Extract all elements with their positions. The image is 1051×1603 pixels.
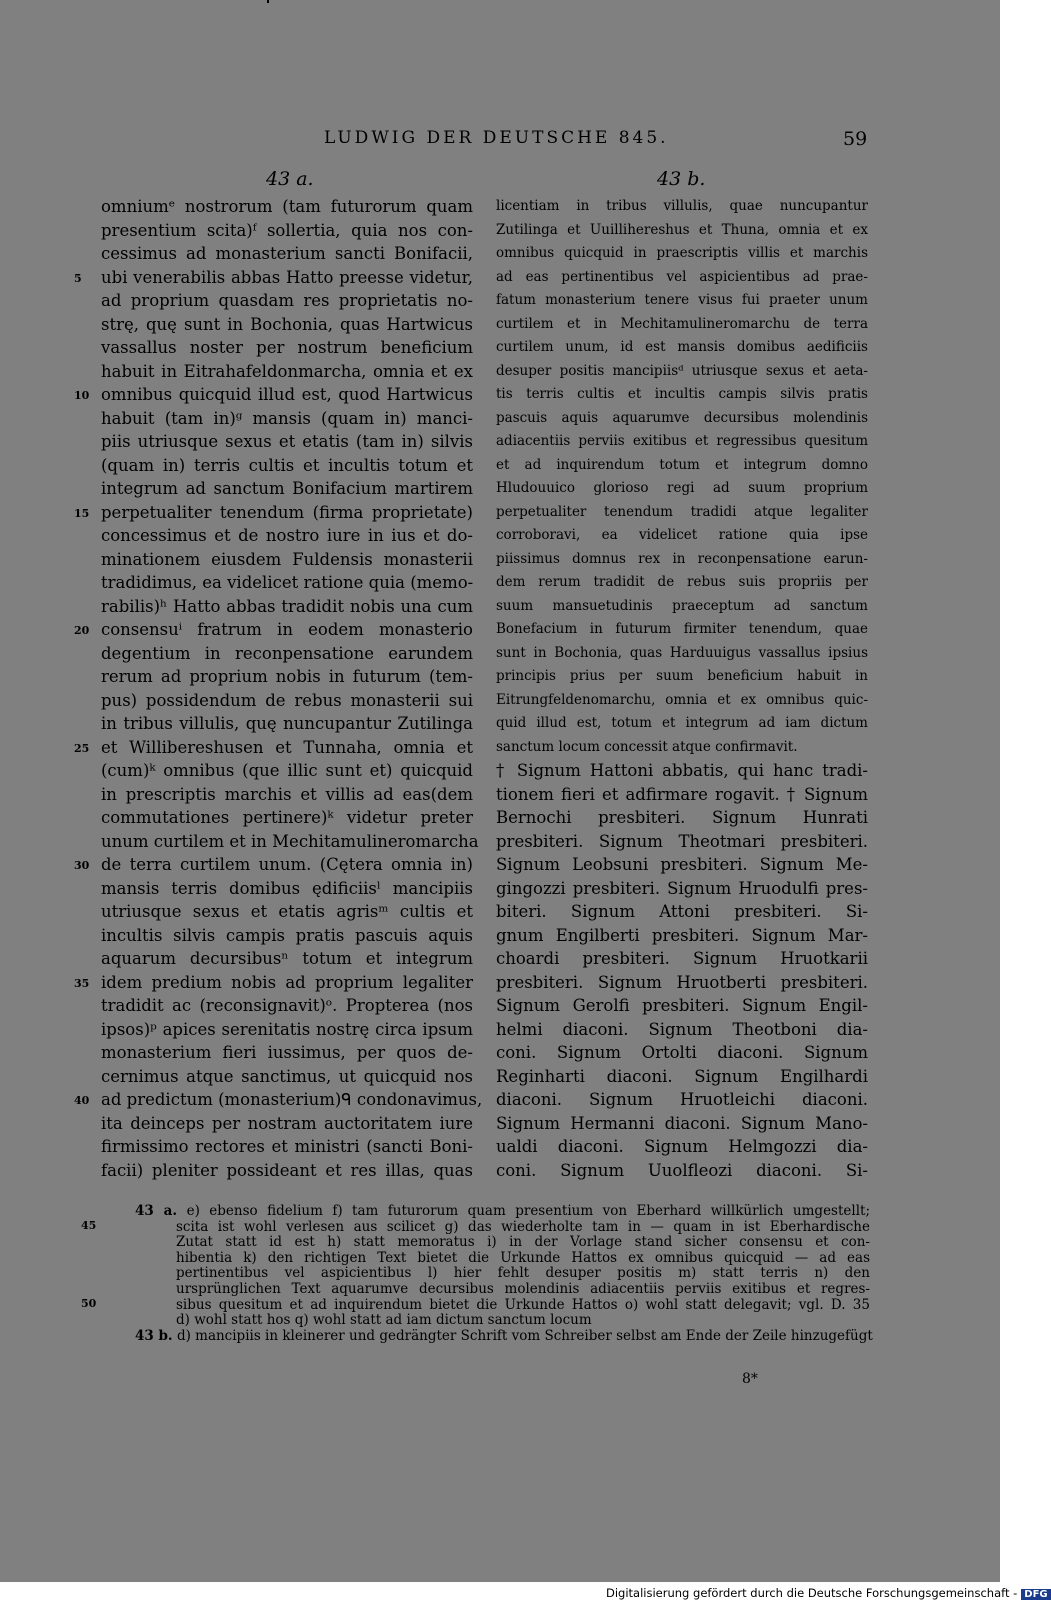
column-b-line: gingozzi presbiteri. Signum Hruodulfi pres- [496,878,868,898]
line-number: 5 [74,271,82,285]
column-a-line: pus) possidendum de rebus monasterii sui [101,690,473,710]
column-a-line: in tribus villulis, quę nuncupantur Zutilinga [101,714,473,733]
column-b-line: gnum Engilberti presbiteri. Signum Mar- [496,925,868,945]
footnote-label-43b: 43 b. [135,1327,173,1344]
column-b-line: Bonefacium in futurum firmiter tenendum, quae [496,621,868,637]
column-a-line: perpetualiter tenendum (firma proprietate) [101,502,473,522]
footnotes [135,1203,873,1344]
column-a-line: facii) pleniter possideant et res illas, quas [101,1160,473,1180]
footnote-margin-number: 45 [81,1219,97,1232]
column-a-line: ad proprium quasdam res proprietatis no- [101,291,473,310]
column-a-line: consensuⁱ fratrum in eodem monasterio [101,620,473,639]
column-b-line: fatum monasterium tenere visus fui praeter unum [496,292,868,308]
footnote-43b [135,1327,873,1345]
dfg-logo: DFG [1021,1589,1050,1600]
running-title: LUDWIG DER DEUTSCHE 845. [324,128,669,148]
column-a-line: monasterium fieri iussimus, per quos de- [101,1043,473,1062]
column-a-line: ita deinceps per nostram auctoritatem iure [101,1113,473,1133]
column-a-line: et Willibereshusen et Tunnaha, omnia et [101,737,473,757]
footnote-line: Zutat statt id est h) statt memoratus i) in der Vorlage stand sicher consensu et con- [176,1234,870,1251]
footnote-margin-number: 50 [81,1297,97,1310]
column-b-line: perpetualiter tenendum tradidi atque legaliter [496,503,868,520]
column-b-line: desuper positis mancipiisᵈ utriusque sexus et aeta- [496,362,868,379]
column-a-line: ipsos)ᵖ apices serenitatis nostrę circa ipsum [101,1019,473,1039]
column-b-line: † Signum Hattoni abbatis, qui hanc tradi- [496,761,868,780]
column-b-line: Signum Hermanni diaconi. Signum Mano- [496,1113,868,1133]
footnote-line: ursprünglichen Text aquarumve decursibus molendinis adiacentiis perviis exitibus et regres- [176,1280,870,1297]
scan-mark [267,0,269,3]
column-a-text [101,195,483,1182]
column-b-line: coni. Signum Ortolti diaconi. Signum [496,1043,868,1062]
column-a-line: (quam in) terris cultis et incultis totum et [101,455,473,475]
column-b-line: et ad inquirendum totum et integrum domno [496,456,868,473]
column-b-line: presbiteri. Signum Theotmari presbiteri. [496,831,868,851]
column-b-line: curtilem unum, id est mansis domibus aedificiis [496,339,868,355]
column-b-line: tis terris cultis et incultis campis silvis pratis [496,386,868,402]
column-b-line: coni. Signum Uuolfleozi diaconi. Si- [496,1160,868,1180]
column-a-line: ubi venerabilis abbas Hatto preesse videtur, [101,267,473,287]
column-a-line: (cum)ᵏ omnibus (que illic sunt et) quicquid [101,761,473,780]
footnote-line: hibentia k) den richtigen Text bietet die Urkunde Hattos ex omnibus quicquid — ad eas [176,1249,870,1266]
page-number: 59 [843,128,868,150]
column-a-line: in prescriptis marchis et villis ad eas(dem [101,784,473,804]
column-b-line: presbiteri. Signum Hruotberti presbiteri. [496,972,868,992]
column-b-line: Hludouuico glorioso regi ad suum proprium [496,480,868,496]
column-b-line: adiacentiis perviis exitibus et regressibus quesitum [496,433,868,449]
line-number: 10 [74,389,90,402]
column-a-line: cernimus atque sanctimus, ut quicquid nos [101,1066,473,1086]
column-a-line: habuit in Eitrahafeldonmarcha, omnia et ex [101,361,473,381]
column-b-line: sunt in Bochonia, quas Harduuigus vassallus ipsius [496,644,868,661]
line-number: 20 [74,624,90,637]
column-b-line: piissimus domnus rex in reconpensatione earun- [496,550,868,567]
column-a-heading: 43 a. [266,168,314,190]
column-a-line: incultis silvis campis pratis pascuis aquis [101,925,473,945]
column-b-line: ualdi diaconi. Signum Helmgozzi dia- [496,1137,868,1156]
column-a-line: tradidimus, ea videlicet ratione quia (memo- [101,573,474,592]
column-a-line: tradidit ac (reconsignavit)ᵒ. Propterea (nos [101,996,473,1015]
column-b-line: helmi diaconi. Signum Theotboni dia- [496,1019,868,1039]
footnote-line: sibus quesitum et ad inquirendum bietet die Urkunde Hattos o) wohl statt delegavit; vgl. D. 35 [176,1296,870,1313]
column-b-heading: 43 b. [657,168,706,190]
column-a-line: minationem eiusdem Fuldensis monasterii [101,549,473,569]
line-number: 30 [74,859,90,872]
column-b-line: licentiam in tribus villulis, quae nuncupantur [496,198,868,214]
column-a-line: rerum ad proprium nobis in futurum (tem- [101,667,473,686]
column-b-line: corroboravi, ea videlicet ratione quia ipse [496,527,868,543]
column-a-line: de terra curtilem unum. (Cętera omnia in) [101,855,473,874]
column-b-line: sanctum locum concessit atque confirmavit. [496,738,798,755]
column-a-line: integrum ad sanctum Bonifacium martirem [101,479,473,498]
column-a-line: habuit (tam in)ᵍ mansis (quam in) manci- [101,408,473,428]
footer-text: Digitalisierung gefördert durch die Deutsche Forschungsgemeinschaft - [606,1586,1018,1600]
column-b-line: quid illud est, totum et integrum ad iam dictum [496,715,868,731]
footnote-line: scita ist wohl verlesen aus scilicet g) das wiederholte tam in — quam in ist Eberhardische [176,1218,870,1235]
column-a-line: mansis terris domibus ędificiisˡ mancipiis [101,878,473,898]
column-b-line: principis prius per suum beneficium habuit in [496,668,868,684]
column-b-line: suum mansuetudinis praeceptum ad sanctum [496,597,868,614]
column-a-line: utriusque sexus et etatis agrisᵐ cultis et [101,902,473,921]
footnote-line: pertinentibus vel aspicientibus l) hier fehlt desuper positis m) statt terris n) den [176,1265,870,1282]
column-a-line: idem predium nobis ad proprium legaliter [101,972,473,992]
footnote-line [135,1204,870,1220]
column-a-line: strę, quę sunt in Bochonia, quas Hartwicus [101,314,473,334]
column-b-line: omnibus quicquid in praescriptis villis et marchis [496,245,868,261]
column-b-line: diaconi. Signum Hruotleichi diaconi. [496,1090,868,1109]
column-a-line: omniumᵉ nostrorum (tam futurorum quam [101,197,473,216]
column-a-line: piis utriusque sexus et etatis (tam in) silvis [101,432,473,451]
column-b-line: curtilem et in Mechitamulineromarchu de terra [496,315,868,332]
footnotes-43a [135,1204,870,1329]
column-a-line: aquarum decursibusⁿ totum et integrum [101,949,473,968]
line-number: 40 [74,1094,90,1107]
footnote-text: e) ebenso fidelium f) tam futurorum quam presentium von Eberhard willkürlich umgestellt; [186,1203,871,1219]
column-b-line: Signum Gerolfi presbiteri. Signum Engil- [496,996,868,1015]
column-b-line: Zutilinga et Uuillihereshus et Thuna, omnia et ex [496,221,868,238]
column-a-line: ad predictum (monasterium)ᑫ condonavimus, [101,1090,483,1109]
line-number: 15 [74,506,90,520]
column-a-line: cessimus ad monasterium sancti Bonifacii, [101,244,473,263]
column-a-line: concessimus et de nostro iure in ius et do- [101,526,473,545]
line-number: 35 [74,976,90,990]
column-a-line: unum curtilem et in Mechitamulineromarcha [101,831,479,851]
column-b-line: Reginharti diaconi. Signum Engilhardi [496,1066,868,1086]
footnote-label-43a: 43 a. [135,1203,178,1219]
column-b-line: biteri. Signum Attoni presbiteri. Si- [496,902,868,921]
column-a-line: rabilis)ʰ Hatto abbas tradidit nobis una cum [101,596,473,616]
column-b-line: Bernochi presbiteri. Signum Hunrati [496,808,868,827]
column-a-line: presentium scita)ᶠ sollertia, quia nos con- [101,220,473,240]
column-b-line: ad eas pertinentibus vel aspicientibus ad prae- [496,268,868,285]
signature-mark: 8* [742,1371,758,1387]
column-b-line: Signum Leobsuni presbiteri. Signum Me- [496,855,868,874]
column-a-line: omnibus quicquid illud est, quod Hartwicus [101,385,473,404]
column-b-text [496,195,868,1182]
column-a-line: commutationes pertinere)ᵏ videtur preter [101,808,473,827]
column-b-line: pascuis aquis aquarumve decursibus molendinis [496,409,868,426]
column-a-line: degentium in reconpensatione earundem [101,643,473,663]
column-b-line: tionem fieri et adfirmare rogavit. † Signum [496,784,868,804]
footnote-line: d) wohl statt hos q) wohl statt ad iam dictum sanctum locum [176,1312,592,1329]
column-a-line: firmissimo rectores et ministri (sancti Boni- [101,1137,473,1156]
footnote-text-43b: d) mancipiis in kleinerer und gedrängter Schrift vom Schreiber selbst am Ende der Zeile hinzugefügt [176,1327,873,1344]
column-b-line: Eitrungfeldenomarchu, omnia et ex omnibus quic- [496,691,868,708]
line-number: 25 [74,741,90,755]
column-b-line: choardi presbiteri. Signum Hruotkarii [496,949,868,968]
column-b-line: dem rerum tradidit de rebus suis propriis per [496,574,868,590]
footer-credit [606,1586,1051,1600]
column-a-line: vassallus noster per nostrum beneficium [101,338,473,357]
